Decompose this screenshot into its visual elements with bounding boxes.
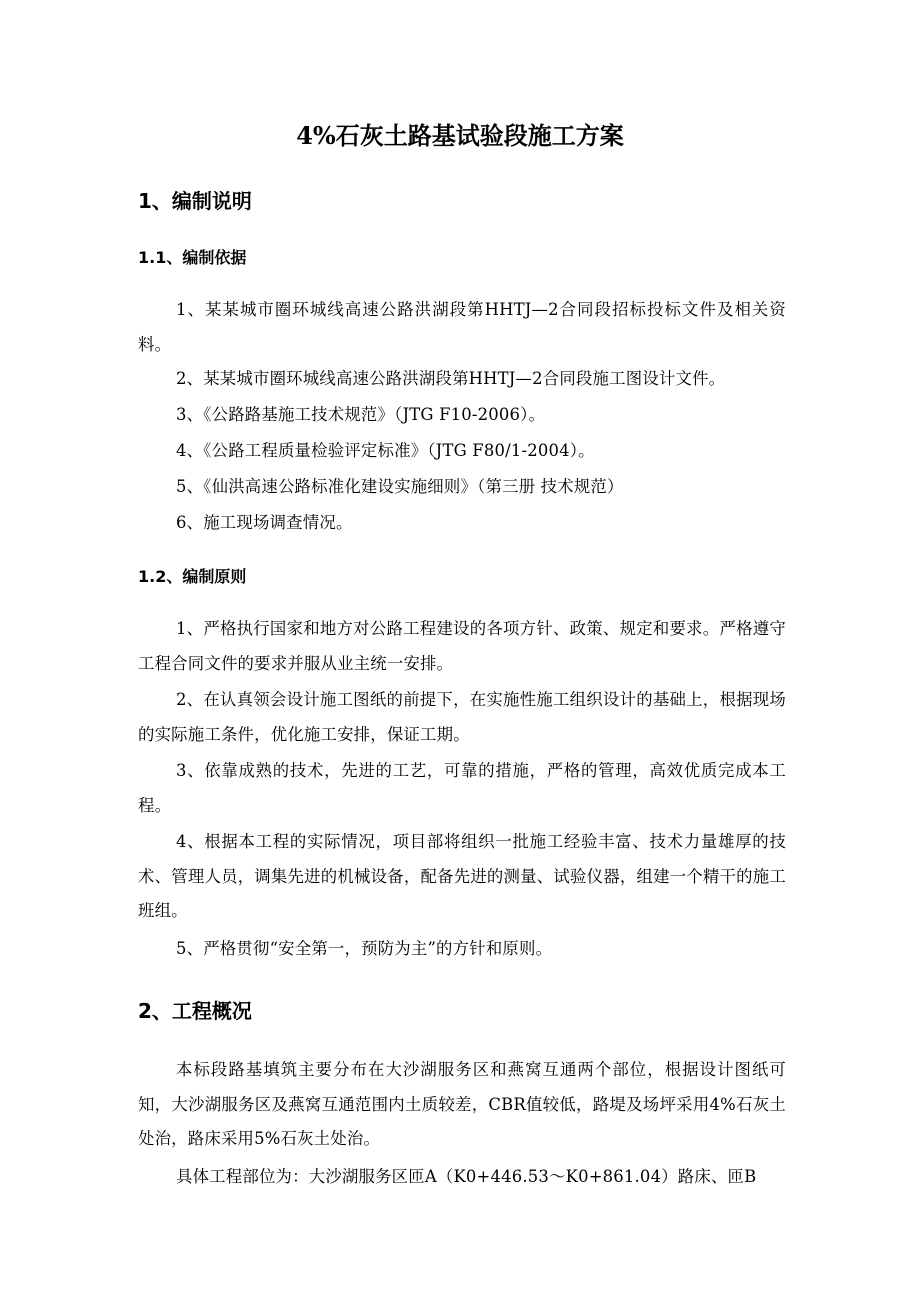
subsection-heading-1-1: 1.1、编制依据	[138, 248, 247, 267]
section-heading-2: 2、工程概况	[138, 999, 252, 1023]
basis-item: 2、某某城市圈环城线高速公路洪湖段第HHTJ—2合同段施工图设计文件。	[176, 369, 726, 388]
subsection-heading-1-2: 1.2、编制原则	[138, 567, 247, 586]
section-heading-1: 1、编制说明	[138, 189, 252, 213]
basis-item: 4、《公路工程质量检验评定标准》（JTG F80/1-2004）。	[176, 441, 595, 460]
document-title: 4%石灰土路基试验段施工方案	[296, 121, 624, 150]
overview-paragraph: 本标段路基填筑主要分布在大沙湖服务区和燕窝互通两个部位，根据设计图纸可知，大沙湖服务区及燕窝互通范围内土质较差，CBR值较低，路堤及场坪采用4%石灰土处治，路床采用5%石灰土处治。	[138, 1060, 786, 1148]
overview-paragraph: 具体工程部位为：大沙湖服务区匝A（K0+446.53～K0+861.04）路床、匝B	[176, 1167, 757, 1186]
principle-item: 5、严格贯彻“安全第一，预防为主”的方针和原则。	[176, 939, 553, 958]
basis-item: 5、《仙洪高速公路标准化建设实施细则》（第三册 技术规范）	[176, 477, 624, 496]
principle-item: 2、在认真领会设计施工图纸的前提下，在实施性施工组织设计的基础上，根据现场的实际施工条件，优化施工安排，保证工期。	[138, 690, 786, 744]
principle-item: 1、严格执行国家和地方对公路工程建设的各项方针、政策、规定和要求。严格遵守工程合同文件的要求并服从业主统一安排。	[138, 619, 786, 673]
basis-item: 3、《公路路基施工技术规范》（JTG F10-2006）。	[176, 405, 546, 424]
principle-item: 4、根据本工程的实际情况，项目部将组织一批施工经验丰富、技术力量雄厚的技术、管理人员，调集先进的机械设备，配备先进的测量、试验仪器，组建一个精干的施工班组。	[138, 832, 786, 920]
principle-item: 3、依靠成熟的技术，先进的工艺，可靠的措施，严格的管理，高效优质完成本工程。	[138, 761, 786, 815]
basis-item: 6、施工现场调查情况。	[176, 513, 353, 532]
basis-item: 1、某某城市圈环城线高速公路洪湖段第HHTJ—2合同段招标投标文件及相关资料。	[138, 300, 786, 354]
